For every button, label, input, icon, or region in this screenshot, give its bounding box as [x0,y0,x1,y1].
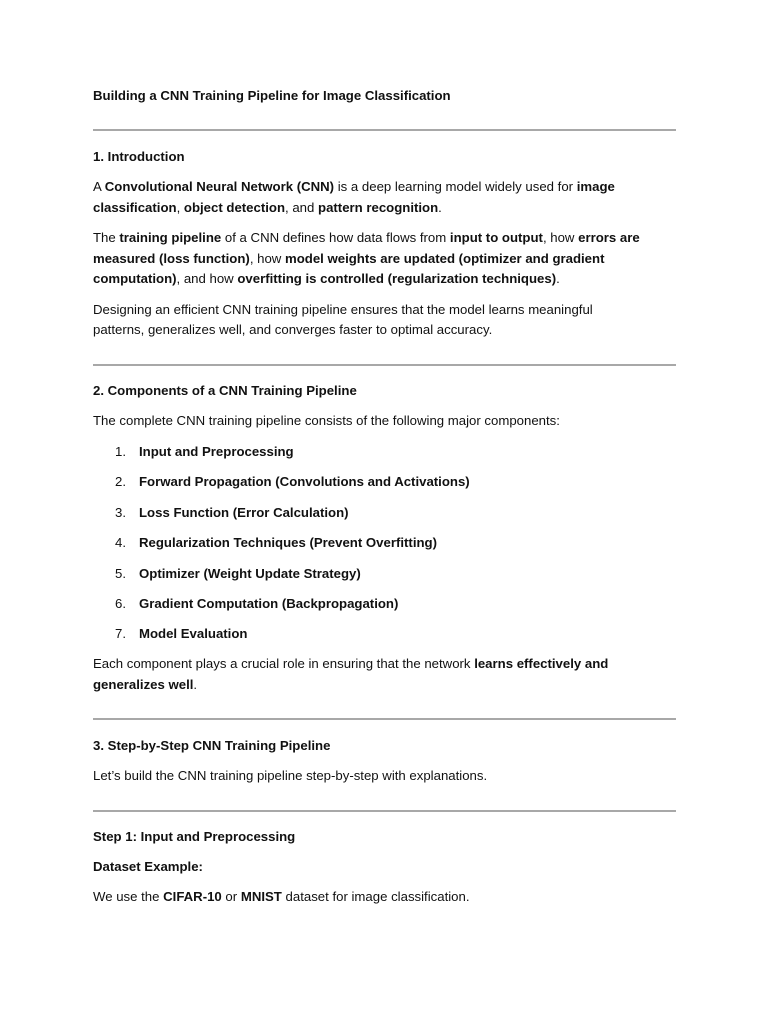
intro-paragraph-1-line-1: A Convolutional Neural Network (CNN) is a deep learning model widely used for image [93,179,615,194]
intro-paragraph-2-line-2: measured (loss function), how model weights are updated (optimizer and gradient [93,251,605,266]
document-title: Building a CNN Training Pipeline for Image Classification [93,88,451,103]
divider [93,364,676,366]
steps-lead: Let’s build the CNN training pipeline step-by-step with explanations. [93,768,488,783]
components-closing-line-2: generalizes well. [93,677,198,692]
dataset-example-label: Dataset Example: [93,859,203,874]
step-1-heading: Step 1: Input and Preprocessing [93,829,296,844]
section-heading-components: 2. Components of a CNN Training Pipeline [93,383,357,398]
intro-paragraph-3-line-2: patterns, generalizes well, and converges faster to optimal accuracy. [93,322,493,337]
divider [93,810,676,812]
components-lead: The complete CNN training pipeline consists of the following major components: [93,413,560,428]
divider [93,129,676,131]
intro-paragraph-3-line-1: Designing an efficient CNN training pipeline ensures that the model learns meaningful [93,302,593,317]
section-heading-steps: 3. Step-by-Step CNN Training Pipeline [93,738,331,753]
intro-paragraph-2-line-3: computation), and how overfitting is controlled (regularization techniques). [93,271,560,286]
dataset-paragraph: We use the CIFAR-10 or MNIST dataset for image classification. [93,889,470,904]
intro-paragraph-1-line-2: classification, object detection, and pattern recognition. [93,200,442,215]
intro-paragraph-2-line-1: The training pipeline of a CNN defines how data flows from input to output, how errors are [93,230,640,245]
components-closing-line-1: Each component plays a crucial role in ensuring that the network learns effectively and [93,656,609,671]
section-heading-introduction: 1. Introduction [93,149,185,164]
divider [93,718,676,720]
